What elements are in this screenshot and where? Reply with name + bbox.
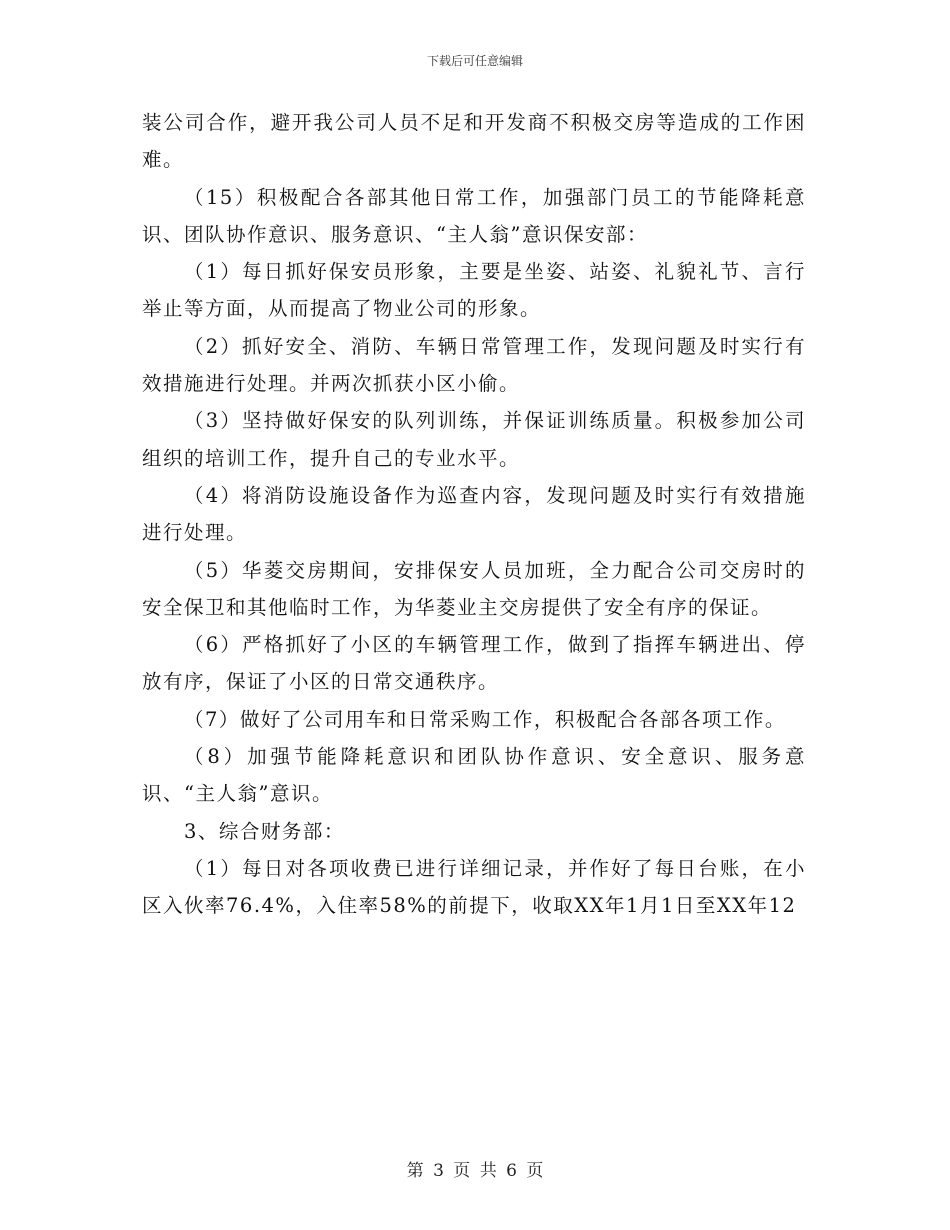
paragraph-10: （8）加强节能降耗意识和团队协作意识、安全意识、服务意识、“主人翁”意识。 — [142, 745, 806, 806]
paragraph-4: （2）抓好安全、消防、车辆日常管理工作，发现问题及时实行有效措施进行处理。并两次抓获小区小偷。 — [142, 334, 806, 396]
paragraph-7: （5）华菱交房期间，安排保安人员加班，全力配合公司交房时的安全保卫和其他临时工作，为华菱业主交房提供了安全有序的保证。 — [142, 558, 806, 619]
paragraph-2: （15）积极配合各部其他日常工作，加强部门员工的节能降耗意识、团队协作意识、服务意识、“主人翁”意识保安部： — [142, 185, 806, 246]
paragraph-8: （6）严格抓好了小区的车辆管理工作，做到了指挥车辆进出、停放有序，保证了小区的日常交通秩序。 — [142, 633, 806, 694]
page-header: 下载后可任意编辑 — [426, 54, 523, 68]
paragraph-12: （1）每日对各项收费已进行详细记录，并作好了每日台账，在小区入伙率76.4%，入住率58%的前提下，收取XX年1月1日至XX年12 — [142, 856, 806, 918]
paragraph-6: （4）将消防设施设备作为巡查内容，发现问题及时实行有效措施进行处理。 — [142, 483, 806, 545]
paragraph-5: （3）坚持做好保安的队列训练，并保证训练质量。积极参加公司组织的培训工作，提升自己的专业水平。 — [142, 409, 806, 470]
section-heading-finance: 3、综合财务部： — [184, 819, 345, 843]
page-number: 第 3 页 共 6 页 — [406, 1161, 544, 1181]
paragraph-3: （1）每日抓好保安员形象，主要是坐姿、站姿、礼貌礼节、言行举止等方面，从而提高了物业公司的形象。 — [142, 260, 806, 321]
paragraph-9: （7）做好了公司用车和日常采购工作，积极配合各部各项工作。 — [184, 707, 786, 731]
document-body — [142, 104, 806, 925]
paragraph-1: 装公司合作，避开我公司人员不足和开发商不积极交房等造成的工作困难。 — [142, 111, 806, 172]
